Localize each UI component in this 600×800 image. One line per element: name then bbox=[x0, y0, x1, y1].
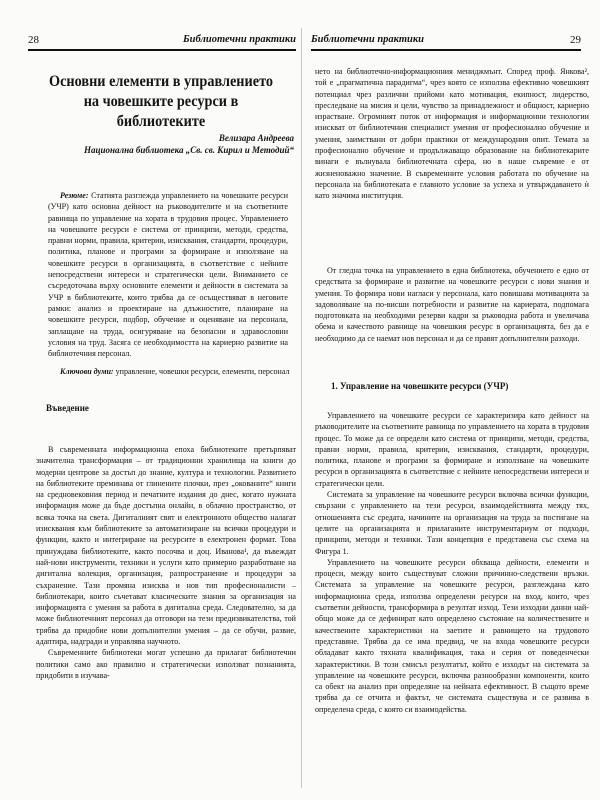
hrm-section-body bbox=[315, 410, 589, 715]
right-page-number: 29 bbox=[570, 34, 581, 46]
abstract-label: Резюме: bbox=[60, 191, 89, 200]
body-paragraph: Управлението на човешките ресурси се характеризира като дейност на ръководителите на съответните равнища по управлението на хората в трудовия процес. То може да се определи като система от принципи, методи, средства, правни норми, правила, критерии, изисквания, стандарти, процедури, политика, планове и програми за формиране и използване на човешките ресурси в организацията в съответствие с нейните непосредствени интереси и стратегически цели. bbox=[315, 411, 589, 488]
intro-paragraph: Съвременните библиотеки могат успешно да прилагат библиотечни политики само ако правилно и стратегически използват познанията, придобити в изучава- bbox=[36, 648, 296, 680]
left-page-number: 28 bbox=[28, 34, 39, 46]
left-header-rule bbox=[28, 49, 296, 51]
keywords-label: Ключови думи: bbox=[60, 367, 114, 376]
body-paragraph: Управлението на човешките ресурси обхваща дейности, елементи и процеси, между които съществуват сложни причинно-следствени връзки. Системата за управление на човешките ресурси, разглеждана като информационна среда, използва определени ресурси на вход, които, чрез съответни дейности, трансформира в резултат изход. Тези изходни данни най-общо може да се дефинират като определено състояние на количествените и качествените характеристики на заетите и равнището на трудовото представяне. Трябва да се има предвид, че на входа човешките ресурси обладават както тяхната квалификация, така и серия от поведенчески характеристики. В този смисъл резултатът, който е изходът на системата за управление на човешките ресурси, включва разнообразни компоненти, които са обект на анализ при определяне на нейната ефективност. В същото време трябва да се отчита и фактът, че системата съществува и се развива в определена среда, с която си взаимодейства. bbox=[315, 557, 589, 714]
abstract-text: Статията разглежда управлението на човешките ресурси (УЧР) като основна дейност на ръководителите и на съответните равнища по управление на хората в трудовия процес. Управлението на човешките ресурси е система от принципи, методи, средства, правни норми, правила, критерии, изисквания, стандарти, процедури, политика, планове и програми за формиране и използване на човешките ресурси в организацията, в съответствие с нейните непосредствени интереси и стратегически цели. Вниманието се съсредоточава върху основните елементи и дейности в системата за УЧР в библиотеките, които трябва да се осъществяват в неговите рамки: анализ и проектиране на длъжностите, планиране на човешките ресурси, подбор, обучение и оценяване на персонала, заплащане на труда, осигуряване на безопасни и здравословни условия на труд. Засяга се необходимостта на кариерно развитие на библиотечния персонал. bbox=[48, 191, 288, 359]
section-heading-hrm: 1. Управление на човешките ресурси (УЧР) bbox=[331, 381, 509, 391]
body-paragraph: нето на библиотечно-информационния мениджмънт. Според проф. Янкова², той е „прагматична парадигма“, чрез която се използва ефективно човешкият потенциал чрез различни прийоми като мотивация, екипност, лидерство, преследване на мисия и цели, чувство за принадлежност и общност, кариерно израстване. Огромният поток от информация и информационни технологии изискват от библиотечния специалист умения от професионално обучение и умения, заимствани от добри практики от международния опит. Темата за професионално обучение и продължаващо образование на библиотекарите винаги е вълнувала библиотечната сфера, но в наше съвремие е от жизненоважно значение. В съвременните условия работата по обучение на персонала на библиотеката е главното условие за успеха и утвърждаването ѝ като значима институция. bbox=[315, 67, 589, 201]
author-affiliation: Национална библиотека „Св. св. Кирил и Методий“ bbox=[84, 145, 294, 155]
right-running-title: Библиотечни практики bbox=[311, 34, 425, 45]
body-paragraph: Системата за управление на човешките ресурси включва всички функции, свързани с управлението на тези ресурси, взаимодействията между тях, отношенията със средата, начините на организация на труда за постигане на целите на организацията и прилаганите инструментариум от подходи, принципи, методи и техники. Тази концепция е представена със схема на Фигура 1. bbox=[315, 490, 589, 556]
right-running-header bbox=[311, 34, 581, 48]
intro-paragraph: В съвременната информационна епоха библиотеките претърпяват значителна трансформация – от традиционни хранилища на книги до модерни центрове за достъп до знание, култура и технологии. Развитието на библиотеките преминава от глинените плочки, през „окованите“ книги на средновековния период и печатните издания до днес, когато нужната информация може да бъде достъпна онлайн, в облачно пространство, от всяка точка на света. Дигиталният свят и електронното общество налагат изисквания към библиотеките за автоматизиране на всички процедури и функции, както и интегриране на ресурсите в електронен формат. Това принуждава библиотеките, както посочва и доц. Иванова¹, да въвеждат най-нови инструменти, техники и услуги като примерно разработване на дигитална колекция, организация, разпространение и процедури за съхранение. Тази промяна изисква и нов тип професионалисти – библиотекари, които съчетават класическите знания за организация на информацията с умения за работа в дигитална среда. Следователно, за да може библиотечният персонал да отговори на тези предизвикателства, той трябва да придобие нови допълнителни умения – да се обучи, развие, адаптира, надгради и управлява научното. bbox=[36, 445, 296, 647]
introduction-heading: Въведение bbox=[46, 403, 89, 413]
right-page bbox=[303, 0, 600, 800]
article-title: Основни елементи в управлението на човешките ресурси в библиотеките bbox=[48, 73, 274, 130]
body-paragraph: От гледна точка на управлението в една библиотека, обучението е едно от средствата за формиране и развитие на човешките ресурси с нови знания и умения. То формира нови нагласи у персонала, като повишава мотивацията за задоволяване на по-висши потребности и развитие на кариерата, подпомага подготовката на необходими резерви кадри за ръководна работа и увеличава обема и качеството равнище на човешкия ресурс в организацията, без да е необходимо да се наемат нов персонал и да се правят допълнителни разходи. bbox=[315, 266, 589, 343]
abstract bbox=[48, 190, 288, 359]
keywords-text: управление, човешки ресурси, елементи, персонал bbox=[115, 367, 290, 376]
continued-text bbox=[315, 66, 589, 202]
introduction-body bbox=[36, 444, 296, 681]
author-name: Велизара Андреева bbox=[218, 133, 294, 143]
left-running-header bbox=[28, 34, 296, 48]
left-running-title: Библиотечни практики bbox=[182, 34, 296, 45]
training-paragraph-block bbox=[315, 265, 589, 344]
keywords bbox=[60, 366, 292, 377]
right-header-rule bbox=[311, 49, 581, 51]
author-block bbox=[84, 132, 294, 156]
page-gutter bbox=[301, 28, 302, 788]
